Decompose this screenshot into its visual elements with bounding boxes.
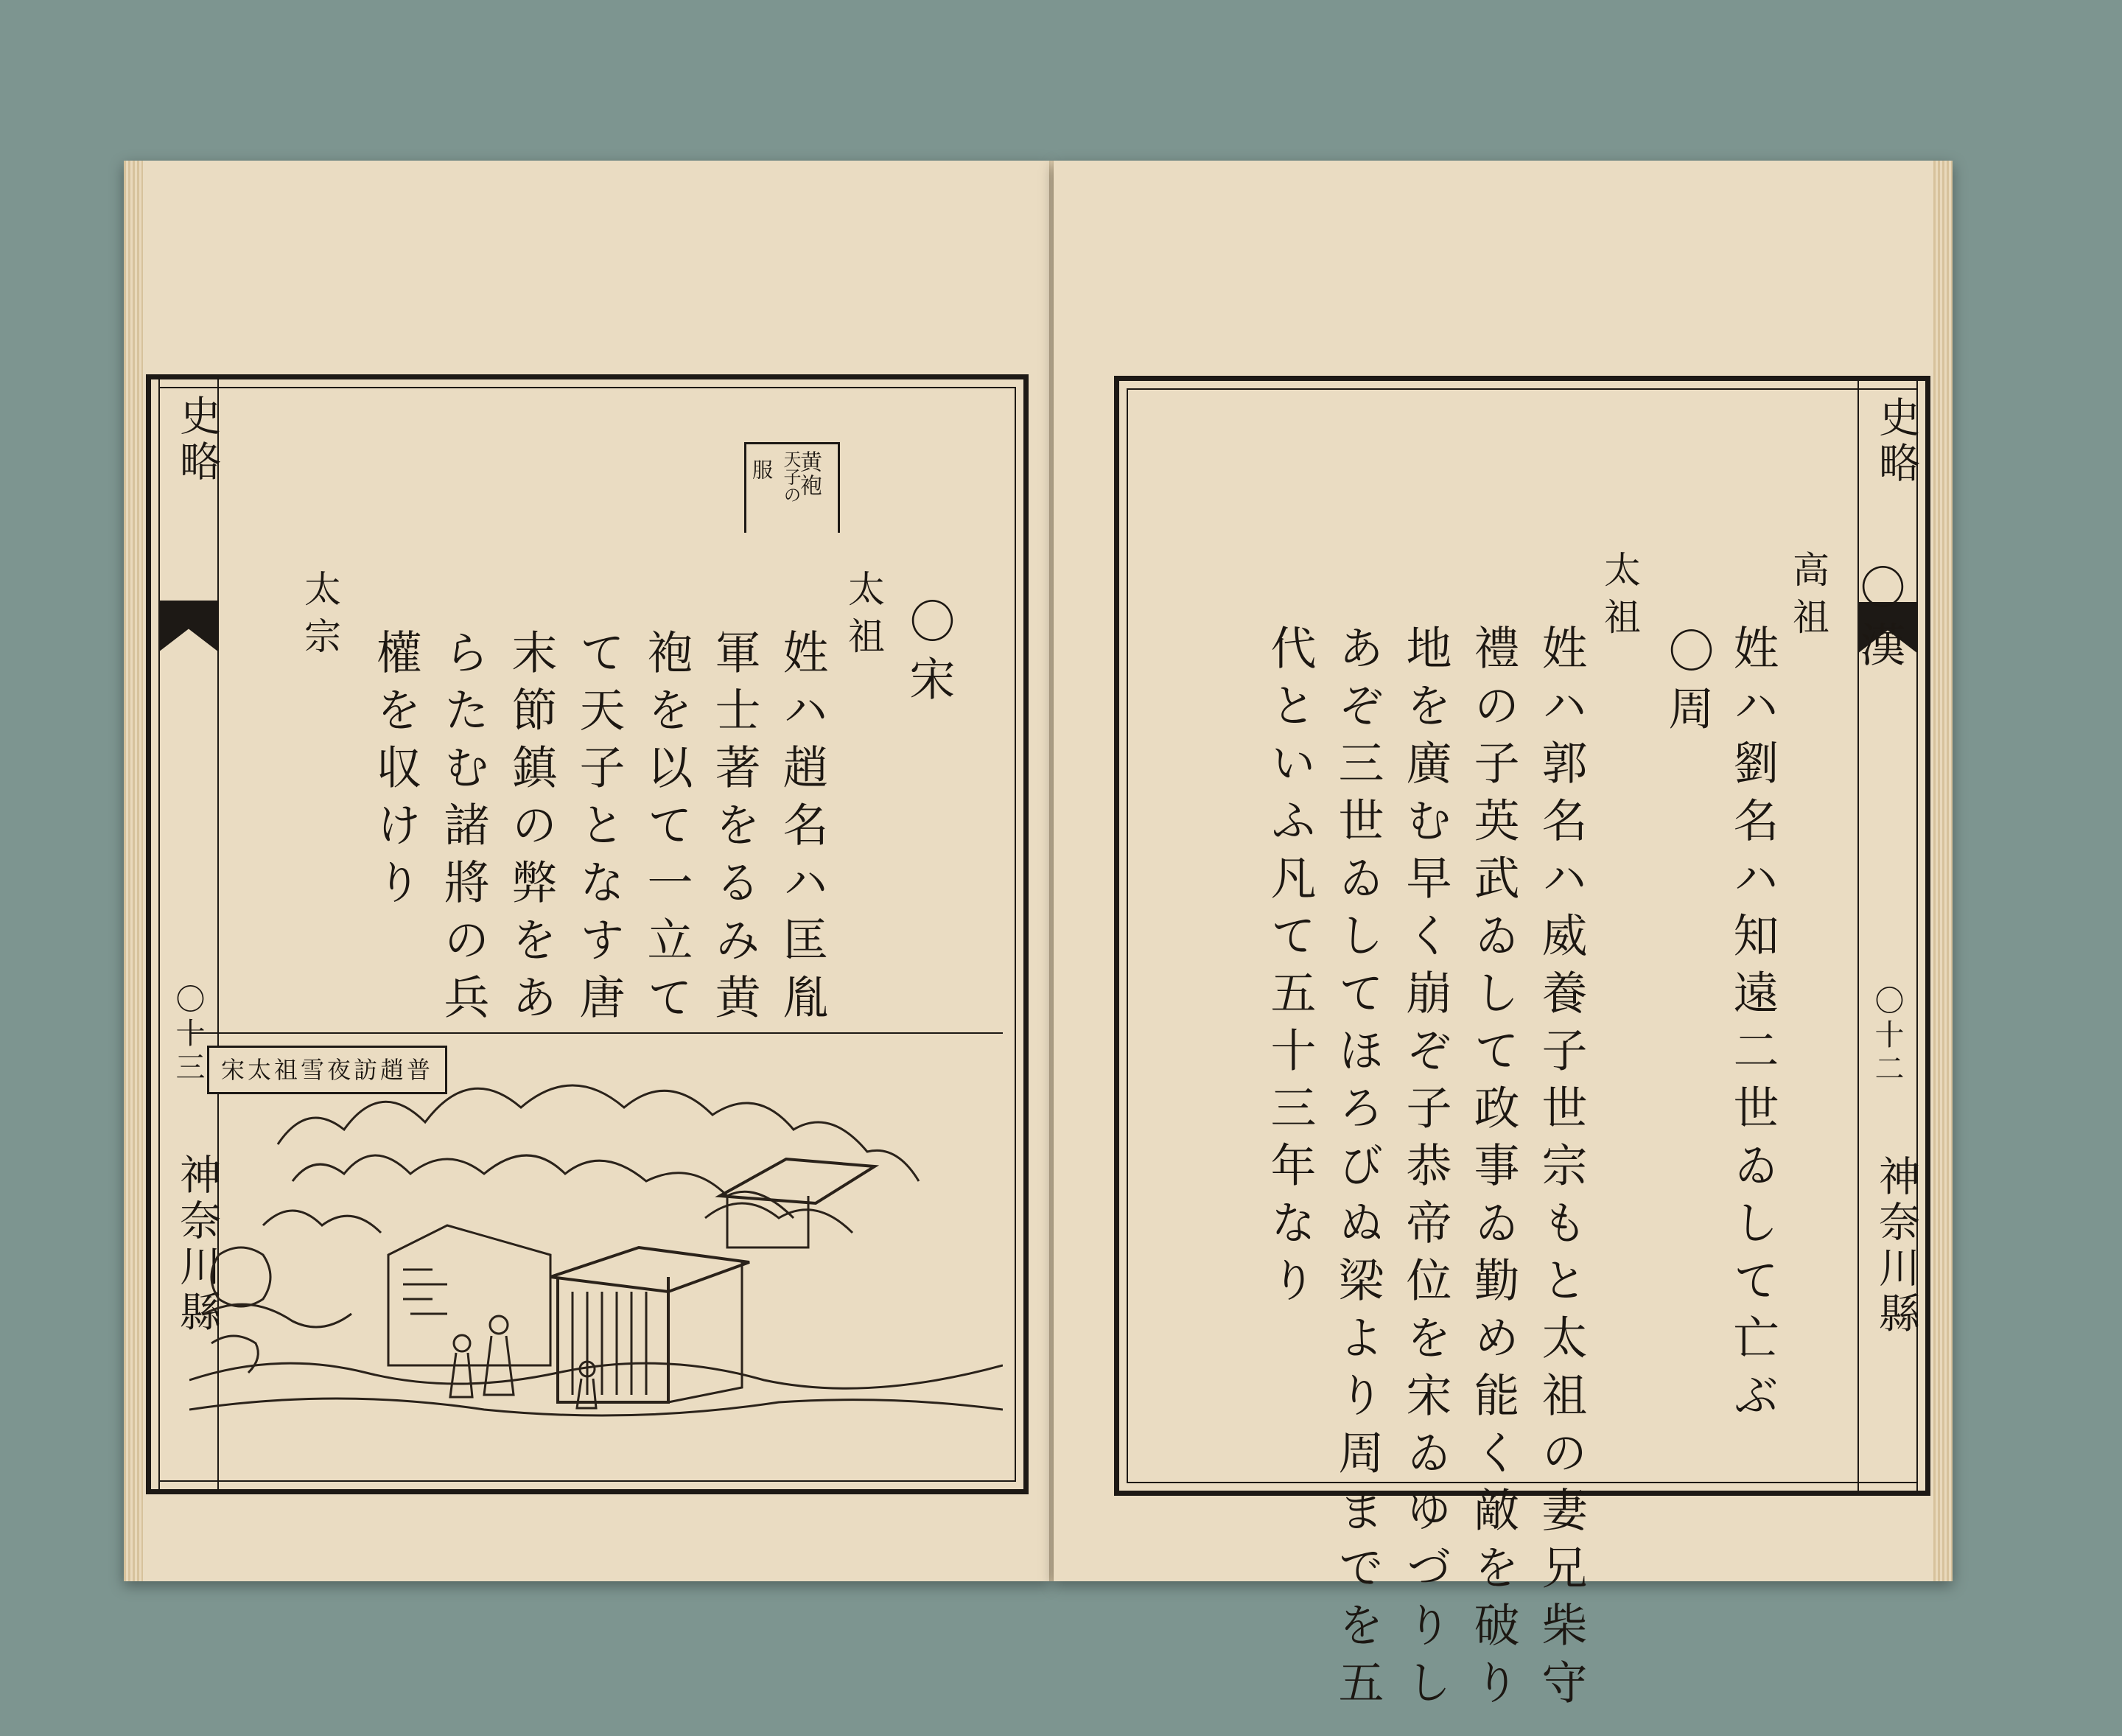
text-column: て天子となす唐	[572, 629, 626, 1031]
text-column: 代といふ凡て五十三年なり	[1263, 624, 1317, 1314]
publisher-name: 神奈川縣	[1872, 1155, 1920, 1337]
illustration-caption: 宋太祖雪夜訪趙普	[207, 1046, 447, 1094]
heading-zhou: 〇周	[1661, 627, 1715, 742]
page-number: 〇十二	[1870, 985, 1904, 1087]
heading-han: 〇漢	[1852, 564, 1906, 679]
woodblock-illustration	[189, 1032, 1003, 1426]
heading-taizu: 太祖	[842, 570, 885, 664]
hashira-title: 史略	[173, 394, 221, 486]
text-column: 末節鎮の弊をあ	[504, 629, 558, 1031]
hashira-title: 史略	[1872, 396, 1920, 487]
text-column: 禮の子英武ゐして政事ゐ勤め能く敵を破り	[1466, 624, 1520, 1716]
right-page	[1054, 161, 1953, 1716]
heading-song: 〇宋	[902, 598, 956, 713]
heading-gaozu: 高祖	[1787, 550, 1829, 645]
left-page	[124, 161, 1049, 1581]
right-text-frame	[1114, 376, 1930, 1716]
gloss-sub-a: 天子の	[780, 450, 801, 503]
text-column: 姓ハ劉名ハ知遠二世ゐして亡ぶ	[1726, 624, 1779, 1429]
text-column: らたむ諸將の兵	[436, 629, 490, 1031]
page-edge	[124, 161, 143, 1581]
right-body-text	[1208, 550, 1915, 1716]
text-column: あぞ三世ゐしてほろびぬ梁より周までを五	[1331, 624, 1384, 1716]
publisher-name: 神奈川縣	[173, 1153, 221, 1336]
text-column: 姓ハ郭名ハ威養子世宗もと太祖の妻兄柴守	[1534, 624, 1588, 1716]
text-column: 地を廣む早く崩ぞ子恭帝位を宋ゐゆづりし	[1398, 624, 1452, 1716]
text-column: 袍を以て一立て	[640, 629, 693, 1031]
heading-taizu: 太祖	[1598, 550, 1641, 645]
text-column: 權を収けり	[368, 629, 422, 916]
page-number: 〇十三	[171, 984, 205, 1085]
fishtail-mark	[158, 601, 219, 652]
heading-taizong: 太宗	[298, 570, 341, 664]
text-column: 軍士著をるみ黄	[707, 629, 761, 1031]
text-column: 姓ハ趙名ハ匡胤	[775, 629, 829, 1031]
gloss-sub-b: 服	[749, 459, 774, 480]
page-edge	[1933, 161, 1953, 1581]
left-text-frame	[146, 374, 1029, 1494]
gloss-head: 黄袍	[796, 450, 822, 497]
